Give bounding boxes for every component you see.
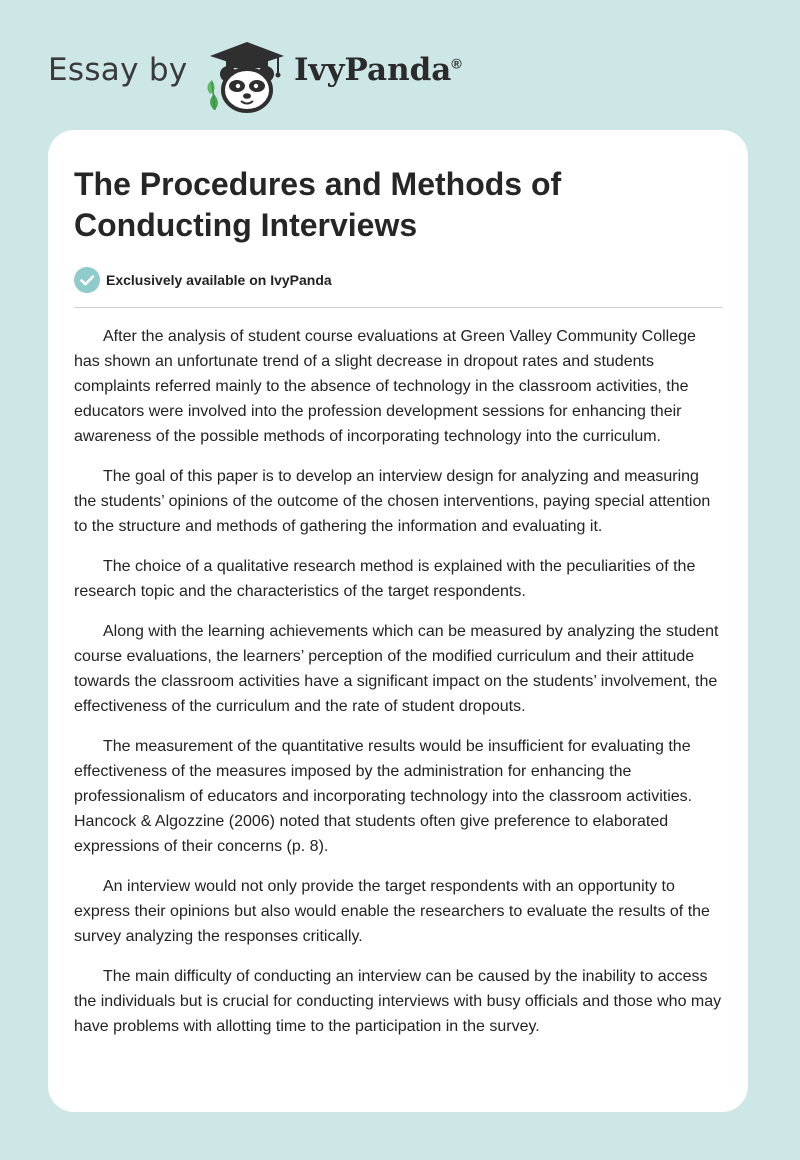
check-circle-icon bbox=[74, 267, 100, 293]
exclusive-badge-label: Exclusively available on IvyPanda bbox=[106, 272, 332, 288]
brand-header bbox=[48, 30, 508, 110]
brand-name bbox=[294, 52, 462, 88]
paragraph: The main difficulty of conducting an interview can be caused by the inability to access the individuals but is crucial for conducting interviews with busy officials and those who may have problems with allotting time to the participation in the survey. bbox=[74, 968, 722, 1035]
paragraph: After the analysis of student course evaluations at Green Valley Community College has shown an unfortunate trend of a slight decrease in dropout rates and students complaints referred mainly to the absence of technology in the classroom activities, the educators were involved into the profession development sessions for enhancing their awareness of the possible methods of incorporating technology into the curriculum. bbox=[74, 328, 696, 445]
title-divider bbox=[74, 307, 722, 308]
brand-prefix: Essay by bbox=[48, 52, 188, 88]
essay-card bbox=[48, 130, 748, 1112]
paragraph: The choice of a qualitative research method is explained with the peculiarities of the research topic and the characteristics of the target respondents. bbox=[74, 558, 696, 600]
brand-name-text: IvyPanda bbox=[294, 52, 452, 88]
paragraph: The goal of this paper is to develop an interview design for analyzing and measuring the students’ opinions of the outcome of the chosen interventions, paying special attention to the structure and methods of gathering the information and evaluating it. bbox=[74, 468, 711, 535]
page-title: The Procedures and Methods of Conducting Interviews bbox=[74, 166, 562, 243]
paragraph: The measurement of the quantitative results would be insufficient for evaluating the effectiveness of the measures imposed by the administration for enhancing the professionalism of educators and incorporating technology into the classroom activities. Hancock & Algozzine (2006) noted that students often give preference to elaborated expressions of their concerns (p. 8). bbox=[74, 738, 693, 855]
paragraph: Along with the learning achievements which can be measured by analyzing the student course evaluations, the learners’ perception of the modified curriculum and their attitude towards the classroom activities have a significant impact on the students’ involvement, the effectiveness of the curriculum and the rate of student dropouts. bbox=[74, 623, 719, 715]
registered-mark: ® bbox=[451, 55, 462, 72]
paragraph: An interview would not only provide the target respondents with an opportunity to express their opinions but also would enable the researchers to evaluate the results of the survey analyzing the responses critically. bbox=[74, 878, 710, 945]
exclusive-badge bbox=[74, 266, 722, 294]
ivypanda-logo-icon bbox=[202, 34, 292, 114]
essay-body bbox=[74, 324, 722, 1039]
